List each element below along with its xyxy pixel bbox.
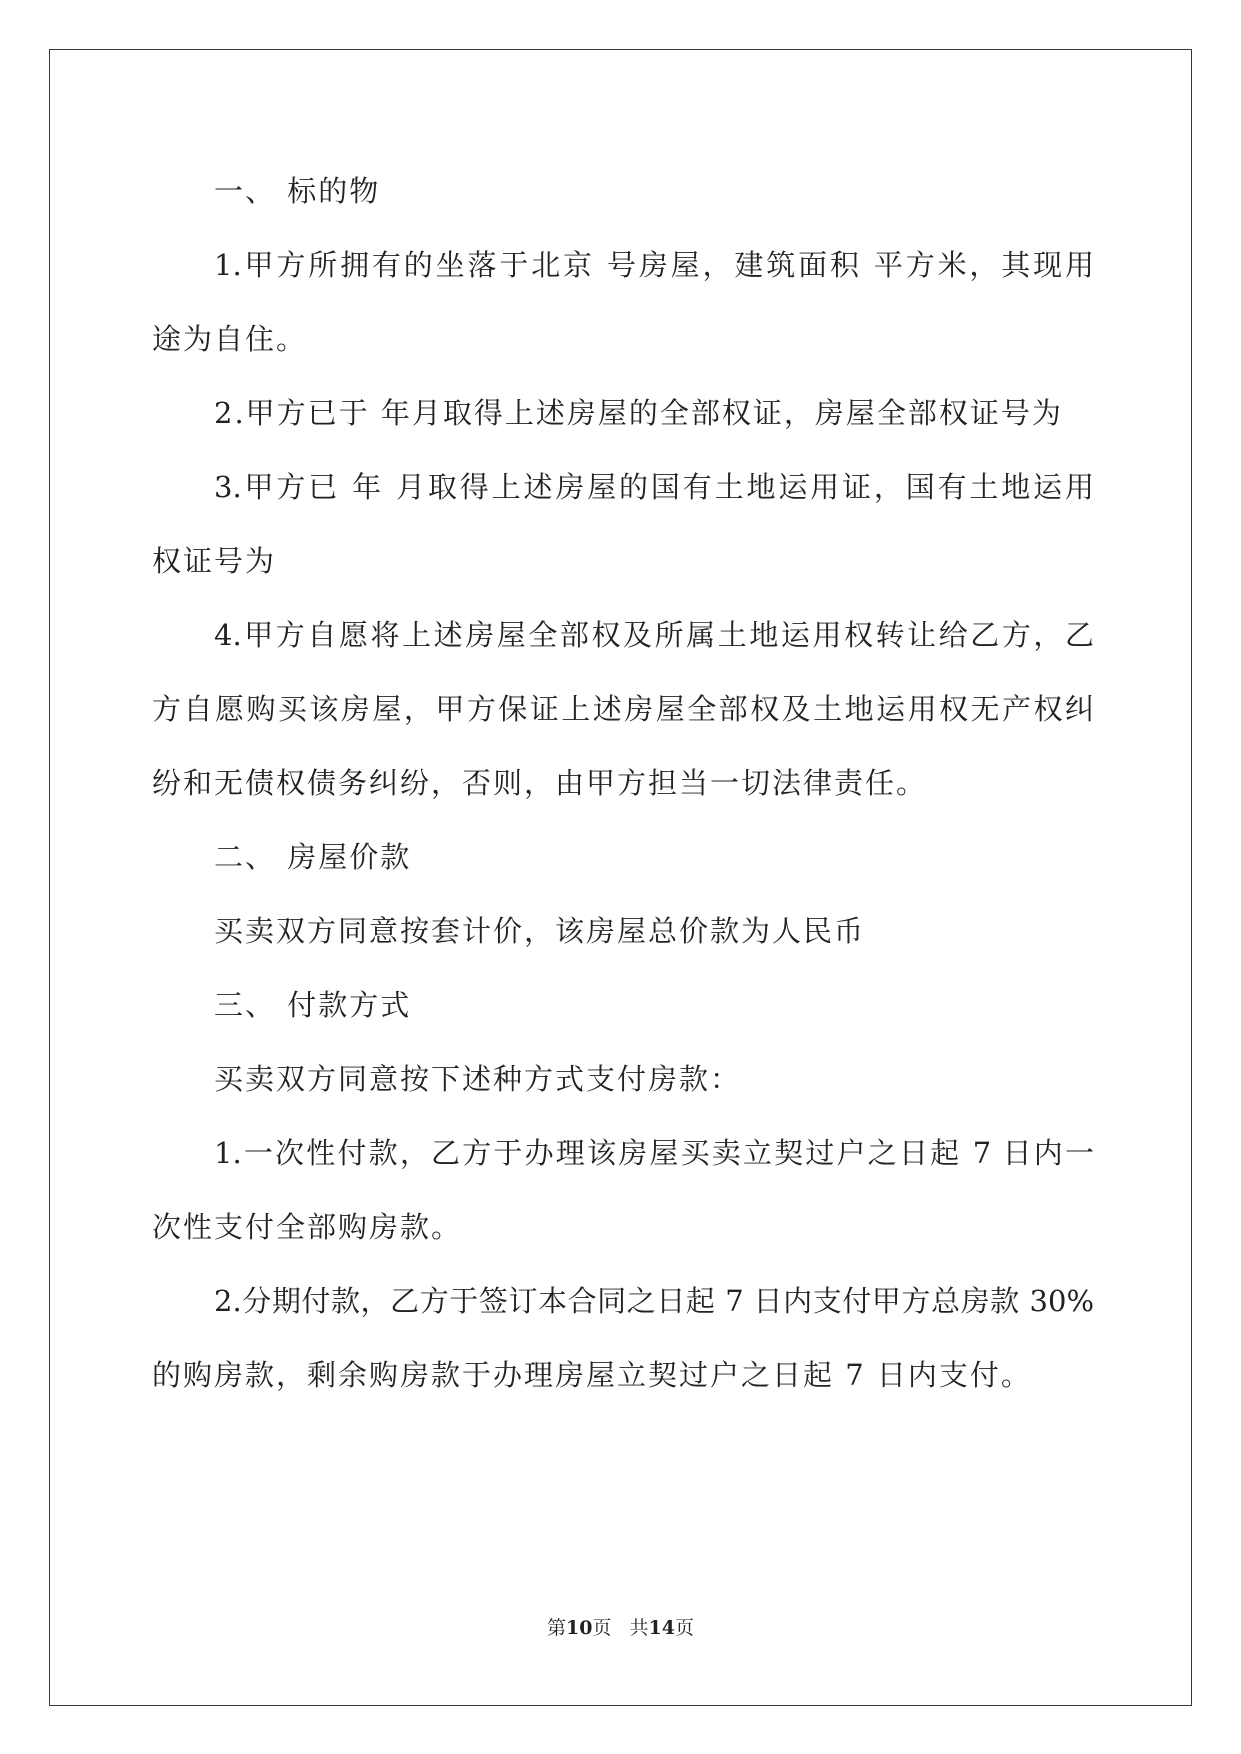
paragraph-line: 途为自住。 [152, 322, 308, 356]
paragraph-line: 1.一次性付款，乙方于办理该房屋买卖立契过户之日起 7 日内一 [214, 1136, 1094, 1170]
paragraph-line: 1.甲方所拥有的坐落于北京 号房屋，建筑面积 平方米，其现用 [214, 248, 1094, 282]
paragraph-line: 方自愿购买该房屋，甲方保证上述房屋全部权及土地运用权无产权纠 [152, 692, 1094, 726]
footer-page-number: 10 [566, 1617, 593, 1639]
footer-page-prefix: 第 [547, 1617, 567, 1639]
paragraph-line: 买卖双方同意按套计价，该房屋总价款为人民币 [214, 914, 866, 948]
paragraph-line: 3.甲方已 年 月取得上述房屋的国有土地运用证，国有土地运用 [214, 470, 1094, 504]
footer-total-prefix: 共 [629, 1617, 649, 1639]
paragraph-line: 2.甲方已于 年月取得上述房屋的全部权证，房屋全部权证号为 [214, 396, 1063, 430]
paragraph-line: 的购房款，剩余购房款于办理房屋立契过户之日起 7 日内支付。 [152, 1358, 1032, 1392]
page-footer [0, 1615, 1241, 1641]
section-heading-price: 二、 房屋价款 [214, 840, 412, 874]
paragraph-line: 纷和无债权债务纠纷，否则，由甲方担当一切法律责任。 [152, 766, 928, 800]
paragraph-line: 权证号为 [152, 544, 277, 578]
paragraph-line: 次性支付全部购房款。 [152, 1210, 463, 1244]
paragraph-line: 买卖双方同意按下述种方式支付房款： [214, 1062, 742, 1096]
footer-total-suffix: 页 [674, 1617, 694, 1639]
paragraph-line: 2.分期付款，乙方于签订本合同之日起 7 日内支付甲方总房款 30% [214, 1284, 1094, 1318]
footer-total-pages: 14 [648, 1617, 675, 1639]
footer-page-suffix: 页 [592, 1617, 612, 1639]
paragraph-line: 4.甲方自愿将上述房屋全部权及所属土地运用权转让给乙方，乙 [214, 618, 1094, 652]
page-border [49, 49, 1192, 1706]
section-heading-payment: 三、 付款方式 [214, 988, 412, 1022]
section-heading-subject: 一、 标的物 [214, 174, 381, 208]
